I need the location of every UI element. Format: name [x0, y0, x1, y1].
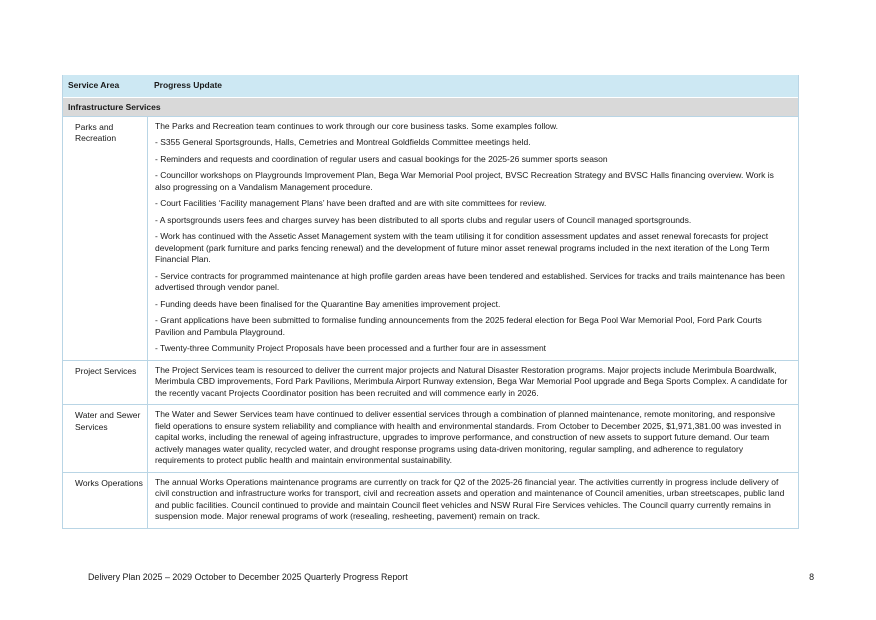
table-header-progress-update: Progress Update	[154, 80, 223, 90]
table-row	[63, 117, 798, 361]
progress-paragraph: - Twenty-three Community Project Proposals have been processed and a further four are in assessment	[155, 343, 547, 353]
section-title: Infrastructure Services	[68, 101, 161, 112]
footer-text: Delivery Plan 2025 – 2029 October to December 2025 Quarterly Progress Report	[88, 572, 408, 582]
page-footer	[88, 572, 814, 582]
progress-paragraph: - Funding deeds have been finalised for the Quarantine Bay amenities improvement project.	[155, 298, 501, 309]
progress-cell	[147, 473, 798, 528]
progress-cell	[147, 361, 798, 405]
table-header-service-area: Service Area	[68, 80, 120, 90]
progress-paragraph: - Court Facilities ‘Facility management Plans’ have been drafted and are with site committees for review.	[155, 198, 547, 208]
progress-paragraph: The Parks and Recreation team continues to work through our core business tasks. Some examples follow.	[155, 120, 559, 131]
progress-paragraph: - Reminders and requests and coordination of regular users and casual bookings for the 2025-26 summer sports season	[155, 153, 608, 164]
progress-cell	[147, 405, 798, 472]
progress-paragraph: - S355 General Sportsgrounds, Halls, Cemetries and Montreal Goldfields Committee meetings held.	[155, 137, 531, 147]
progress-paragraph: - A sportsgrounds users fees and charges survey has been distributed to all sports clubs and regular users of Council managed sportsgrounds.	[155, 214, 692, 225]
page-number: 8	[809, 572, 814, 582]
section-row-infrastructure-services	[63, 98, 798, 117]
service-area-cell: Works Operations	[75, 477, 143, 488]
progress-paragraph: - Councillor workshops on Playgrounds Improvement Plan, Bega War Memorial Pool project, BVSC Recreation Strategy and BVSC Halls financing overview. Work is also progressing on a Vandalism Management procedure.	[155, 170, 774, 192]
table-row	[63, 405, 798, 473]
table-row	[63, 473, 798, 528]
progress-paragraph: The annual Works Operations maintenance programs are currently on track for Q2 of the 2025-26 financial year. The activities currently in progress include delivery of civil construction and infrastructure works for transport, civil and recreation assets and operation and maintenance of Council amenities, urban streetscapes, public land and public facilities. Council continued to provide and maintain Council fleet vehicles and NSW Rural Fire Services vehicles. The Council quarry currently remains in suspension mode. Major renewal programs of work (resealing, resheeting, pavement) remain on track.	[155, 476, 785, 521]
progress-paragraph: - Service contracts for programmed maintenance at high profile garden areas have been tendered and established. Services for tracks and trails maintenance has been advertised through vendor panel.	[155, 270, 785, 292]
progress-table	[62, 75, 799, 529]
progress-cell	[147, 117, 798, 360]
service-area-cell: Project Services	[75, 365, 137, 376]
table-row	[63, 361, 798, 406]
service-area-cell: Water and Sewer Services	[75, 410, 141, 432]
progress-paragraph: - Grant applications have been submitted to formalise funding announcements from the 2025 federal election for Bega Pool War Memorial Pool, Ford Park Courts Pavilion and Pambula Playground.	[155, 315, 762, 337]
progress-paragraph: - Work has continued with the Assetic Asset Management system with the team utilising it for condition assessment updates and asset renewal forecasts for project development (park furniture and parks fencing renewal) and the development of future minor asset renewal programs included in the next iteration of the Long Term Financial Plan.	[155, 231, 770, 264]
service-area-cell: Parks and Recreation	[75, 121, 117, 143]
table-header-row	[63, 75, 798, 98]
progress-paragraph: The Project Services team is resourced to deliver the current major projects and Natural Disaster Restoration programs. Major projects include Merimbula Boardwalk, Merimbula CBD improvements, Ford Park Pavilions, Merimbula Airport Runway extension, Bega War Memorial Pool upgrade and Bega Sports Complex. A candidate for the recently vacant Projects Coordinator position has been recruited and will commence early in 2026.	[155, 364, 788, 398]
progress-paragraph: The Water and Sewer Services team have continued to deliver essential services through a combination of planned maintenance, remote monitoring, and responsive field operations to ensure system reliability and compliance with health and environmental standards. From October to December 2025, $1,971,381.00 was invested in capital works, including the renewal of ageing infrastructure, upgrades to improve performance, and construction of new assets to support future demand. Our team actively manages water quality, recycled water, and drought response programs using data-driven monitoring, regular sampling, and adherence to regulatory requirements to protect public health and maintain environmental sustainability.	[155, 409, 782, 465]
